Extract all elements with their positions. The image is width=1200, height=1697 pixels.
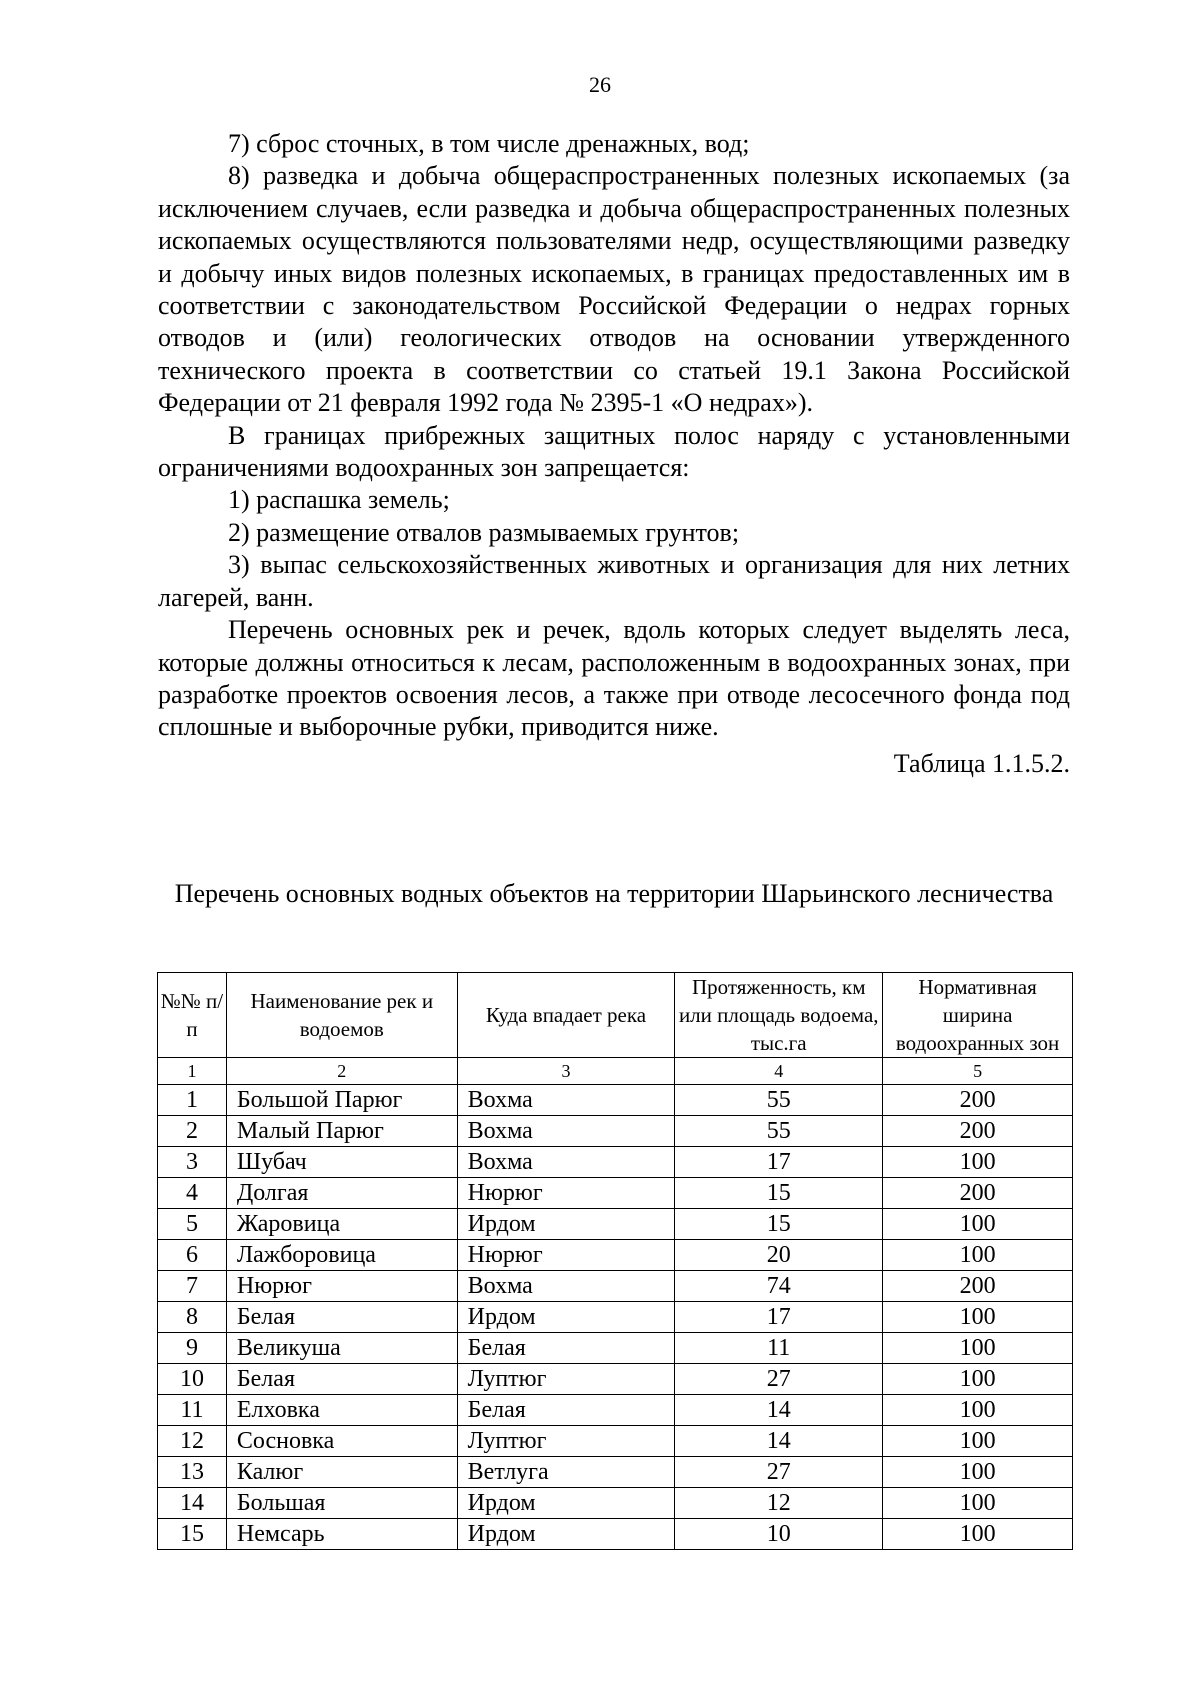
cell-length: 11 (675, 1333, 883, 1364)
header-width: Нормативная ширина водоохранных зон (883, 973, 1073, 1058)
cell-number: 13 (158, 1457, 227, 1488)
cell-number: 15 (158, 1519, 227, 1550)
table-row (158, 1395, 1073, 1426)
cell-width: 100 (883, 1457, 1073, 1488)
cell-name: Елховка (226, 1395, 457, 1426)
paragraph: Перечень основных рек и речек, вдоль которых следует выделять леса, которые должны относиться к лесам, расположенным в водоохранных зонах, при разработке проектов освоения лесов, а также при отводе лесосечного фонда под сплошные и выборочные рубки, приводится ниже. (158, 615, 1070, 742)
cell-name: Великуша (226, 1333, 457, 1364)
column-number: 1 (158, 1058, 227, 1085)
cell-length: 14 (675, 1395, 883, 1426)
cell-destination: Ирдом (457, 1519, 675, 1550)
cell-length: 55 (675, 1085, 883, 1116)
page-number: 26 (589, 72, 611, 97)
cell-destination: Вохма (457, 1085, 675, 1116)
table-row (158, 1457, 1073, 1488)
cell-width: 100 (883, 1364, 1073, 1395)
column-number: 4 (675, 1058, 883, 1085)
table-row (158, 1209, 1073, 1240)
table-row (158, 1426, 1073, 1457)
water-bodies-table (157, 972, 1073, 1550)
cell-name: Нюрюг (226, 1271, 457, 1302)
cell-width: 100 (883, 1426, 1073, 1457)
cell-number: 1 (158, 1085, 227, 1116)
table-row (158, 1085, 1073, 1116)
cell-length: 15 (675, 1209, 883, 1240)
cell-name: Долгая (226, 1178, 457, 1209)
cell-length: 17 (675, 1302, 883, 1333)
cell-width: 100 (883, 1333, 1073, 1364)
cell-name: Жаровица (226, 1209, 457, 1240)
cell-width: 100 (883, 1240, 1073, 1271)
cell-number: 6 (158, 1240, 227, 1271)
header-length: Протяженность, км или площадь водоема, тыс.га (675, 973, 883, 1058)
cell-number: 7 (158, 1271, 227, 1302)
cell-destination: Нюрюг (457, 1178, 675, 1209)
cell-length: 74 (675, 1271, 883, 1302)
cell-number: 8 (158, 1302, 227, 1333)
cell-destination: Вохма (457, 1116, 675, 1147)
paragraph: В границах прибрежных защитных полос наряду с установленными ограничениями водоохранных зон запрещается: (158, 420, 1070, 483)
cell-name: Сосновка (226, 1426, 457, 1457)
cell-name: Большая (226, 1488, 457, 1519)
cell-destination: Луптюг (457, 1426, 675, 1457)
table-row (158, 1302, 1073, 1333)
table-header-row (158, 973, 1073, 1058)
cell-length: 20 (675, 1240, 883, 1271)
cell-width: 100 (883, 1147, 1073, 1178)
cell-length: 15 (675, 1178, 883, 1209)
cell-number: 4 (158, 1178, 227, 1209)
cell-number: 5 (158, 1209, 227, 1240)
cell-destination: Ирдом (457, 1488, 675, 1519)
cell-destination: Нюрюг (457, 1240, 675, 1271)
cell-name: Белая (226, 1364, 457, 1395)
cell-number: 10 (158, 1364, 227, 1395)
cell-width: 200 (883, 1116, 1073, 1147)
cell-destination: Вохма (457, 1271, 675, 1302)
cell-number: 14 (158, 1488, 227, 1519)
cell-length: 14 (675, 1426, 883, 1457)
paragraph: 2) размещение отвалов размываемых грунтов; (228, 517, 740, 547)
cell-name: Лажборовица (226, 1240, 457, 1271)
header-name: Наименование рек и водоемов (226, 973, 457, 1058)
table-row (158, 1271, 1073, 1302)
table-row (158, 1178, 1073, 1209)
cell-width: 100 (883, 1519, 1073, 1550)
cell-number: 11 (158, 1395, 227, 1426)
paragraph: 1) распашка земель; (228, 485, 450, 515)
cell-width: 200 (883, 1271, 1073, 1302)
table-title: Перечень основных водных объектов на территории Шарьинского лесничества (174, 879, 1054, 908)
body-text (158, 128, 1070, 780)
table-row (158, 1147, 1073, 1178)
paragraph: 8) разведка и добыча общераспространенных полезных ископаемых (за исключением случаев, если разведка и добыча общераспространенных полезных ископаемых осуществляются пользователями недр, осуществляющими разведку и добычу иных видов полезных ископаемых, в границах предоставленных им в соответствии с законодательством Российской Федерации о недрах горных отводов и (или) геологических отводов на основании утвержденного технического проекта в соответствии со статьей 19.1 Закона Российской Федерации от 21 февраля 1992 года № 2395-1 «О недрах»). (158, 161, 1070, 418)
header-number: №№ п/п (158, 973, 227, 1058)
cell-destination: Ирдом (457, 1302, 675, 1333)
table-row (158, 1488, 1073, 1519)
cell-name: Малый Парюг (226, 1116, 457, 1147)
cell-length: 27 (675, 1364, 883, 1395)
table-reference: Таблица 1.1.5.2. (893, 748, 1070, 778)
table-row (158, 1240, 1073, 1271)
cell-width: 100 (883, 1395, 1073, 1426)
cell-width: 100 (883, 1209, 1073, 1240)
cell-width: 200 (883, 1085, 1073, 1116)
cell-length: 10 (675, 1519, 883, 1550)
cell-number: 9 (158, 1333, 227, 1364)
cell-number: 3 (158, 1147, 227, 1178)
cell-name: Калюг (226, 1457, 457, 1488)
cell-name: Шубач (226, 1147, 457, 1178)
cell-name: Белая (226, 1302, 457, 1333)
column-number: 5 (883, 1058, 1073, 1085)
column-number: 2 (226, 1058, 457, 1085)
paragraph: 7) сброс сточных, в том числе дренажных, вод; (228, 129, 750, 158)
cell-destination: Вохма (457, 1147, 675, 1178)
cell-length: 27 (675, 1457, 883, 1488)
cell-destination: Ветлуга (457, 1457, 675, 1488)
cell-width: 100 (883, 1488, 1073, 1519)
cell-destination: Ирдом (457, 1209, 675, 1240)
table-row (158, 1116, 1073, 1147)
cell-length: 12 (675, 1488, 883, 1519)
cell-width: 100 (883, 1302, 1073, 1333)
table-row (158, 1364, 1073, 1395)
cell-number: 12 (158, 1426, 227, 1457)
table-row (158, 1519, 1073, 1550)
cell-destination: Белая (457, 1333, 675, 1364)
paragraph: 3) выпас сельскохозяйственных животных и организация для них летних лагерей, ванн. (158, 550, 1070, 612)
table-row (158, 1333, 1073, 1364)
cell-destination: Луптюг (457, 1364, 675, 1395)
column-number: 3 (457, 1058, 675, 1085)
cell-width: 200 (883, 1178, 1073, 1209)
cell-number: 2 (158, 1116, 227, 1147)
cell-length: 55 (675, 1116, 883, 1147)
cell-name: Большой Парюг (226, 1085, 457, 1116)
cell-length: 17 (675, 1147, 883, 1178)
header-destination: Куда впадает река (457, 973, 675, 1058)
column-number-row (158, 1058, 1073, 1085)
cell-destination: Белая (457, 1395, 675, 1426)
cell-name: Немсарь (226, 1519, 457, 1550)
